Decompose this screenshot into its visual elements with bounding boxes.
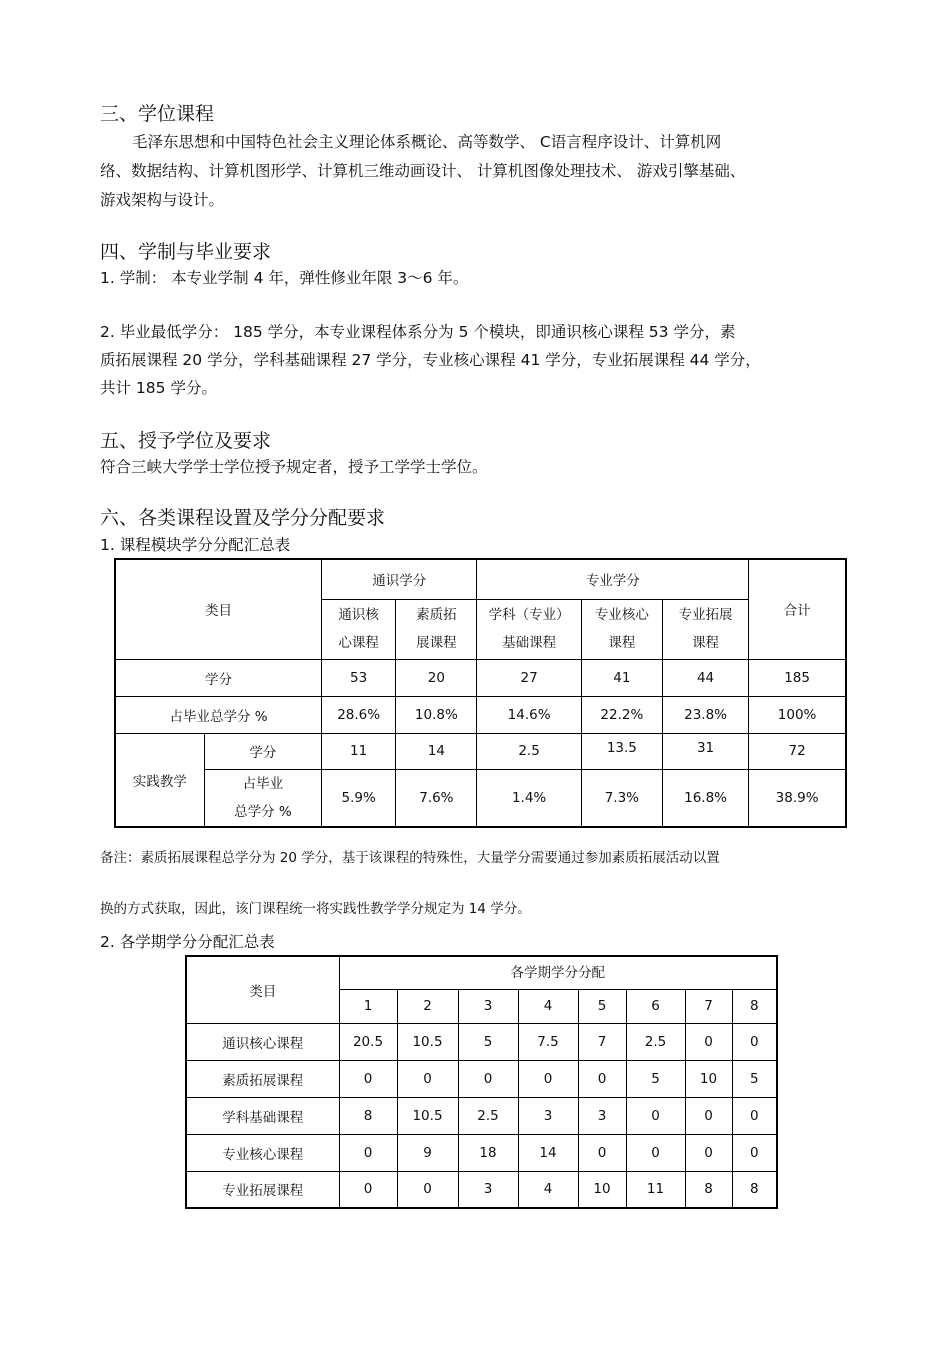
header-text: 专业核心 bbox=[594, 607, 649, 623]
section-3-line-1: 毛泽东思想和中国特色社会主义理论体系概论、高等数学、 C语言程序设计、计算机网 bbox=[132, 133, 722, 151]
table-2-term-header: 6 bbox=[626, 989, 685, 1023]
table-cell: 0 bbox=[397, 1171, 458, 1208]
table-cell: 0 bbox=[397, 1060, 458, 1097]
table-cell: 0 bbox=[685, 1097, 732, 1134]
table-cell: 16.8% bbox=[662, 769, 748, 827]
row-label: 素质拓展课程 bbox=[186, 1060, 339, 1097]
table-1-general-group-header: 通识学分 bbox=[322, 559, 477, 599]
table-2-term-header: 5 bbox=[578, 989, 626, 1023]
section-3-title: 三、学位课程 bbox=[100, 103, 215, 125]
table-cell: 0 bbox=[578, 1060, 626, 1097]
table-cell: 14 bbox=[518, 1134, 578, 1171]
table-cell: 10.5 bbox=[397, 1023, 458, 1060]
section-3-line-2: 络、数据结构、计算机图形学、计算机三维动画设计、 计算机图像处理技术、 游戏引擎基础、 bbox=[100, 162, 746, 180]
table-cell: 11 bbox=[626, 1171, 685, 1208]
table-cell: 0 bbox=[339, 1134, 397, 1171]
table-1-percent-label: 占毕业总学分 % bbox=[115, 696, 322, 733]
table-cell: 10 bbox=[578, 1171, 626, 1208]
table-1-col-header bbox=[477, 599, 581, 659]
table-row bbox=[186, 1171, 777, 1208]
table-cell: 1.4% bbox=[477, 769, 581, 827]
table-cell: 8 bbox=[685, 1171, 732, 1208]
table-2-caption: 2. 各学期学分分配汇总表 bbox=[100, 933, 275, 951]
table-row bbox=[186, 1134, 777, 1171]
table-cell: 13.5 bbox=[581, 733, 662, 769]
table-cell: 7.5 bbox=[518, 1023, 578, 1060]
table-cell: 5 bbox=[626, 1060, 685, 1097]
table-cell: 5.9% bbox=[322, 769, 396, 827]
header-text: 课程 bbox=[608, 635, 636, 651]
header-text: 学科（专业） bbox=[488, 607, 570, 623]
table-cell: 2.5 bbox=[477, 733, 581, 769]
table-cell: 10.5 bbox=[397, 1097, 458, 1134]
section-5-text: 符合三峡大学学士学位授予规定者，授予工学学士学位。 bbox=[100, 458, 488, 476]
table-1-col-header bbox=[322, 599, 396, 659]
table-cell: 0 bbox=[339, 1060, 397, 1097]
section-3-line-3: 游戏架构与设计。 bbox=[100, 191, 225, 209]
table-cell: 7 bbox=[578, 1023, 626, 1060]
table-cell: 7.3% bbox=[581, 769, 662, 827]
table-cell: 7.6% bbox=[396, 769, 477, 827]
table-cell: 20 bbox=[396, 659, 477, 696]
table-cell: 0 bbox=[578, 1134, 626, 1171]
table-1-practice-label: 实践教学 bbox=[115, 733, 204, 827]
table-row bbox=[186, 1097, 777, 1134]
row-label: 专业拓展课程 bbox=[186, 1171, 339, 1208]
table-cell: 9 bbox=[397, 1134, 458, 1171]
table-cell: 23.8% bbox=[662, 696, 748, 733]
table-cell: 8 bbox=[339, 1097, 397, 1134]
table-2-term-header: 1 bbox=[339, 989, 397, 1023]
table-cell: 18 bbox=[458, 1134, 518, 1171]
header-text: 素质拓 bbox=[416, 607, 457, 623]
table-cell: 27 bbox=[477, 659, 581, 696]
table-cell: 5 bbox=[458, 1023, 518, 1060]
section-5-title: 五、授予学位及要求 bbox=[100, 430, 272, 452]
table-cell: 72 bbox=[749, 733, 846, 769]
section-6-title: 六、各类课程设置及学分分配要求 bbox=[100, 507, 386, 529]
table-2-term-header: 4 bbox=[518, 989, 578, 1023]
table-cell: 44 bbox=[662, 659, 748, 696]
table-cell: 14.6% bbox=[477, 696, 581, 733]
table-2-semester-header: 各学期学分分配 bbox=[339, 956, 777, 989]
table-1-col-header bbox=[662, 599, 748, 659]
label-text: 占毕业 bbox=[242, 775, 284, 792]
row-label: 通识核心课程 bbox=[186, 1023, 339, 1060]
table-cell: 0 bbox=[458, 1060, 518, 1097]
header-text: 通识核 bbox=[338, 607, 379, 623]
table-1-practice-percent-label bbox=[204, 769, 321, 827]
section-4-credits-line-2: 质拓展课程 20 学分，学科基础课程 27 学分，专业核心课程 41 学分，专业拓展课程 44 学分， bbox=[100, 351, 761, 369]
table-cell: 3 bbox=[578, 1097, 626, 1134]
label-text: 总学分 % bbox=[234, 803, 292, 820]
row-label: 专业核心课程 bbox=[186, 1134, 339, 1171]
table-cell: 0 bbox=[732, 1023, 777, 1060]
note-line-1: 备注：素质拓展课程总学分为 20 学分，基于该课程的特殊性，大量学分需要通过参加素质拓展活动以置 bbox=[100, 850, 720, 866]
table-2-term-header: 2 bbox=[397, 989, 458, 1023]
table-cell: 4 bbox=[518, 1171, 578, 1208]
header-text: 基础课程 bbox=[502, 635, 557, 651]
table-1-caption: 1. 课程模块学分分配汇总表 bbox=[100, 536, 291, 554]
table-2-category-header: 类目 bbox=[186, 956, 339, 1023]
table-cell: 0 bbox=[732, 1134, 777, 1171]
row-label: 学科基础课程 bbox=[186, 1097, 339, 1134]
table-cell: 38.9% bbox=[749, 769, 846, 827]
table-cell: 22.2% bbox=[581, 696, 662, 733]
section-4-credits-line-1: 2. 毕业最低学分： 185 学分，本专业课程体系分为 5 个模块，即通识核心课程 53 学分，素 bbox=[100, 323, 736, 341]
table-cell: 0 bbox=[518, 1060, 578, 1097]
table-cell: 14 bbox=[396, 733, 477, 769]
table-1-col-header bbox=[581, 599, 662, 659]
section-4-credits-line-3: 共计 185 学分。 bbox=[100, 379, 217, 397]
table-cell: 2.5 bbox=[458, 1097, 518, 1134]
table-cell: 28.6% bbox=[322, 696, 396, 733]
semester-credit-table bbox=[185, 955, 778, 1209]
section-4-title: 四、学制与毕业要求 bbox=[100, 241, 272, 263]
table-row bbox=[186, 1060, 777, 1097]
table-cell: 2.5 bbox=[626, 1023, 685, 1060]
table-2-term-header: 8 bbox=[732, 989, 777, 1023]
table-row bbox=[186, 1023, 777, 1060]
note-line-2: 换的方式获取，因此，该门课程统一将实践性教学学分规定为 14 学分。 bbox=[100, 901, 531, 917]
credit-module-table bbox=[114, 558, 847, 828]
table-2-term-header: 7 bbox=[685, 989, 732, 1023]
header-text: 心课程 bbox=[338, 635, 379, 651]
table-cell: 0 bbox=[685, 1134, 732, 1171]
table-cell: 20.5 bbox=[339, 1023, 397, 1060]
table-cell: 0 bbox=[685, 1023, 732, 1060]
table-1-practice-credits-label: 学分 bbox=[204, 733, 321, 769]
table-1-major-group-header: 专业学分 bbox=[477, 559, 749, 599]
table-cell: 3 bbox=[458, 1171, 518, 1208]
table-cell: 0 bbox=[626, 1097, 685, 1134]
table-cell: 185 bbox=[749, 659, 846, 696]
table-cell: 11 bbox=[322, 733, 396, 769]
header-text: 专业拓展 bbox=[678, 607, 733, 623]
table-1-total-header: 合计 bbox=[749, 559, 846, 659]
table-cell: 0 bbox=[339, 1171, 397, 1208]
table-cell: 8 bbox=[732, 1171, 777, 1208]
table-cell: 10 bbox=[685, 1060, 732, 1097]
table-cell: 53 bbox=[322, 659, 396, 696]
table-cell: 100% bbox=[749, 696, 846, 733]
table-cell: 10.8% bbox=[396, 696, 477, 733]
table-1-col-header bbox=[396, 599, 477, 659]
section-4-duration: 1. 学制： 本专业学制 4 年，弹性修业年限 3～6 年。 bbox=[100, 269, 469, 287]
table-cell: 41 bbox=[581, 659, 662, 696]
table-cell: 0 bbox=[626, 1134, 685, 1171]
header-text: 展课程 bbox=[416, 635, 457, 651]
table-1-category-header: 类目 bbox=[115, 559, 322, 659]
table-cell: 3 bbox=[518, 1097, 578, 1134]
table-cell: 5 bbox=[732, 1060, 777, 1097]
table-1-credits-label: 学分 bbox=[115, 659, 322, 696]
table-cell: 31 bbox=[662, 733, 748, 769]
table-2-term-header: 3 bbox=[458, 989, 518, 1023]
table-cell: 0 bbox=[732, 1097, 777, 1134]
header-text: 课程 bbox=[692, 635, 720, 651]
